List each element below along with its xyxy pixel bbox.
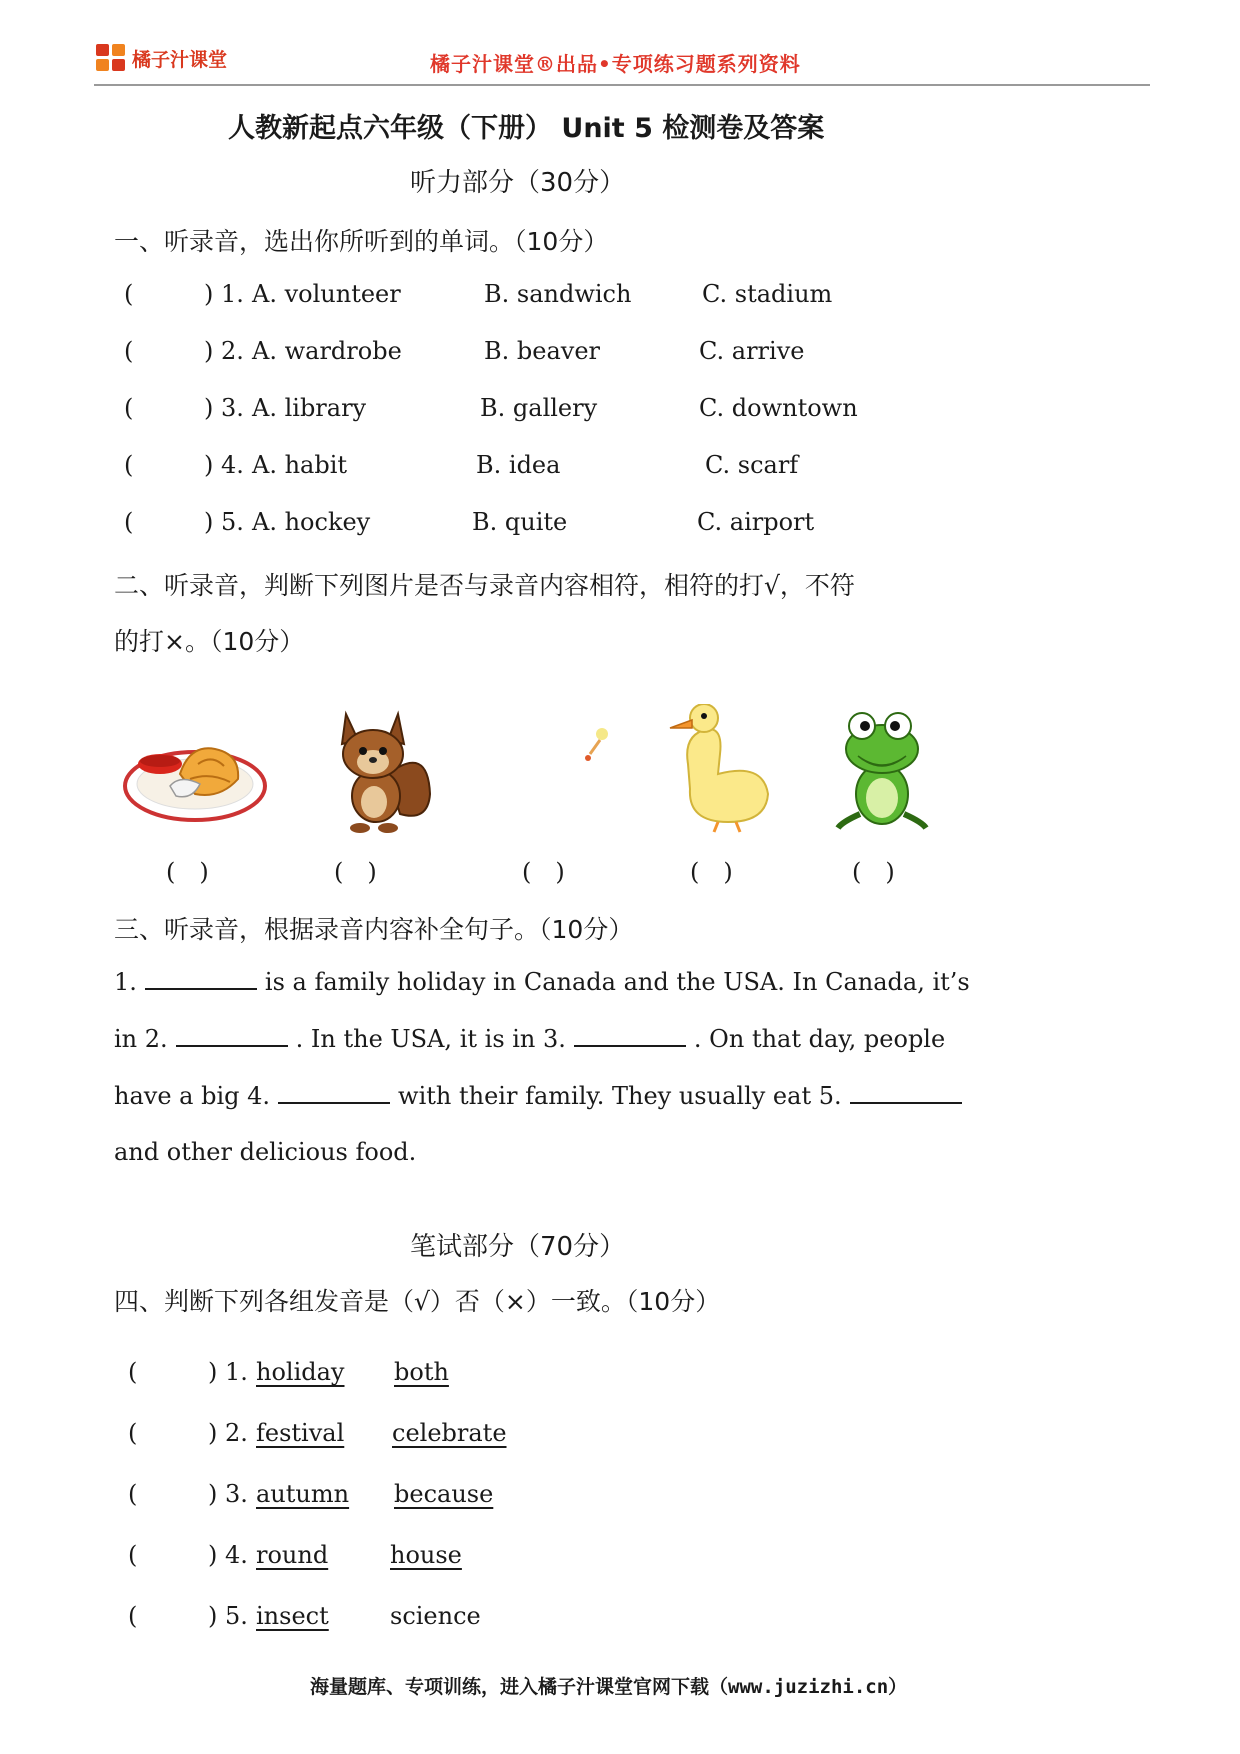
item-number: ) 5. (204, 508, 244, 536)
option-a: A. library (252, 394, 367, 422)
word-1: holiday (256, 1358, 345, 1386)
passage-text: with their family. They usually eat 5. (398, 1082, 842, 1110)
header-title: 橘子汁课堂®出品•专项练习题系列资料 (430, 52, 801, 76)
blank-3 (574, 1025, 686, 1047)
item-number: ) 4. (204, 451, 244, 479)
blank-4 (278, 1082, 390, 1104)
fried-chicken-image (120, 704, 270, 834)
answer-paren: ( (124, 451, 134, 479)
blank-label: 1. (114, 968, 137, 996)
logo-text: 橘子汁课堂 (132, 48, 228, 71)
duck-image (668, 704, 778, 834)
frog-image (832, 704, 932, 834)
header-divider (94, 84, 1150, 86)
word-2: house (390, 1541, 462, 1569)
picture-5-bracket: ( ) (852, 858, 895, 886)
faint-image (560, 704, 620, 834)
word-2: science (390, 1602, 481, 1630)
answer-paren: ( (128, 1419, 138, 1447)
word-1: autumn (256, 1480, 350, 1508)
blank-5 (850, 1082, 962, 1104)
option-b: B. gallery (480, 394, 598, 422)
passage-text: . In the USA, it is in 3. (295, 1025, 566, 1053)
option-b: B. beaver (484, 337, 601, 365)
answer-paren: ( (128, 1602, 138, 1630)
option-a: A. habit (252, 451, 348, 479)
squirrel-image (318, 704, 438, 834)
listening-part-title: 听力部分（30分） (410, 168, 626, 198)
passage-text: . On that day, people (693, 1025, 946, 1053)
answer-paren: ( (124, 280, 134, 308)
answer-paren: ( (124, 337, 134, 365)
word-2: both (394, 1358, 449, 1386)
blank-1 (145, 968, 257, 990)
picture-4-bracket: ( ) (690, 858, 733, 886)
option-b: B. idea (476, 451, 561, 479)
word-1: round (256, 1541, 329, 1569)
document-title: 人教新起点六年级（下册） Unit 5 检测卷及答案 (228, 113, 825, 144)
option-b: B. quite (472, 508, 568, 536)
section-1-title: 一、听录音，选出你所听到的单词。（10分） (114, 227, 609, 256)
word-1: insect (256, 1602, 329, 1630)
item-number: ) 3. (208, 1480, 248, 1508)
word-2: because (394, 1480, 494, 1508)
passage-line-1 (114, 968, 970, 996)
option-c: C. airport (697, 508, 815, 536)
option-c: C. arrive (699, 337, 805, 365)
word-2: celebrate (392, 1419, 507, 1447)
answer-paren: ( (128, 1541, 138, 1569)
section-3-title: 三、听录音，根据录音内容补全句子。（10分） (114, 915, 634, 944)
brand-logo (96, 44, 227, 72)
item-number: ) 2. (204, 337, 244, 365)
item-number: ) 1. (204, 280, 244, 308)
word-1: festival (256, 1419, 345, 1447)
logo-grid-icon (96, 44, 126, 72)
blank-label: have a big 4. (114, 1082, 271, 1110)
passage-line-3 (114, 1082, 970, 1110)
item-number: ) 2. (208, 1419, 248, 1447)
option-c: C. downtown (699, 394, 858, 422)
answer-paren: ( (128, 1358, 138, 1386)
picture-1-bracket: ( ) (166, 858, 209, 886)
answer-paren: ( (124, 508, 134, 536)
section-2-title-line2: 的打×。（10分） (114, 627, 305, 656)
blank-label: in 2. (114, 1025, 168, 1053)
answer-paren: ( (124, 394, 134, 422)
blank-2 (176, 1025, 288, 1047)
picture-3-bracket: ( ) (522, 858, 565, 886)
item-number: ) 1. (208, 1358, 248, 1386)
option-a: A. hockey (252, 508, 371, 536)
passage-text: is a family holiday in Canada and the USA. In Canada, it’s (264, 968, 970, 996)
option-c: C. stadium (702, 280, 833, 308)
option-a: A. volunteer (252, 280, 401, 308)
item-number: ) 5. (208, 1602, 248, 1630)
picture-2-bracket: ( ) (334, 858, 377, 886)
option-a: A. wardrobe (252, 337, 402, 365)
passage-line-4: and other delicious food. (114, 1138, 417, 1166)
passage-line-2 (114, 1025, 945, 1053)
section-2-title-line1: 二、听录音，判断下列图片是否与录音内容相符，相符的打√，不符 (114, 571, 855, 600)
writing-part-title: 笔试部分（70分） (410, 1232, 626, 1262)
answer-paren: ( (128, 1480, 138, 1508)
item-number: ) 3. (204, 394, 244, 422)
option-c: C. scarf (705, 451, 799, 479)
section-4-title: 四、判断下列各组发音是（√）否（×）一致。（10分） (114, 1287, 721, 1316)
item-number: ) 4. (208, 1541, 248, 1569)
option-b: B. sandwich (484, 280, 632, 308)
footer-text: 海量题库、专项训练，进入橘子汁课堂官网下载（www.juzizhi.cn） (310, 1676, 908, 1698)
